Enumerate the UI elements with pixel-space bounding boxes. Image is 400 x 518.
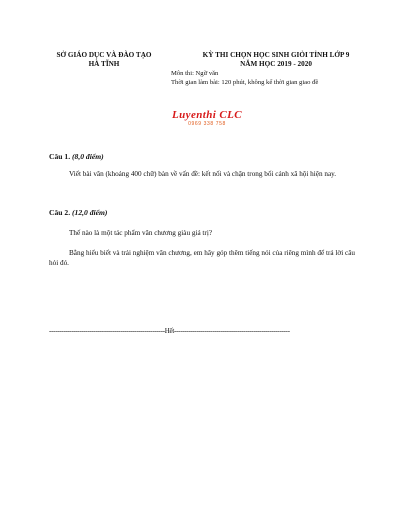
question-1-heading — [49, 152, 104, 162]
exam-header — [176, 51, 376, 69]
duration-line: Thời gian làm bài: 120 phút, không kể thời gian giao đề — [171, 79, 319, 86]
end-marker: ---------------------------------------------------------Hết--------------------------------------------------------- — [49, 327, 290, 335]
question-2-points: (12,0 điểm) — [72, 208, 108, 217]
question-1-points: (8,0 điểm) — [72, 152, 104, 161]
question-1-prompt: Viết bài văn (khoảng 400 chữ) bàn về vấn đề: kết nối và chặn trong bối cảnh xã hội hiện nay. — [69, 170, 337, 178]
watermark-name: Luyenthi CLC — [172, 109, 242, 121]
province-name: HÀ TĨNH — [88, 60, 120, 68]
department-header — [44, 51, 164, 69]
department-name: SỞ GIÁO DỤC VÀ ĐÀO TẠO — [56, 51, 152, 59]
question-2-prompt-1: Thế nào là một tác phẩm văn chương giàu giá trị? — [69, 229, 213, 237]
exam-title: KỲ THI CHỌN HỌC SINH GIỎI TỈNH LỚP 9 — [202, 51, 350, 59]
question-1-label: Câu 1. — [49, 152, 71, 161]
question-2-label: Câu 2. — [49, 208, 71, 217]
school-year: NĂM HỌC 2019 - 2020 — [240, 60, 312, 68]
question-2-heading — [49, 208, 107, 218]
exam-info — [171, 69, 381, 87]
watermark-logo — [157, 109, 257, 127]
watermark-phone: 0969 338 758 — [188, 121, 226, 127]
subject-line: Môn thi: Ngữ văn — [171, 70, 219, 77]
question-2-prompt-2: Bằng hiểu biết và trải nghiệm văn chương, em hãy góp thêm tiếng nói của riêng mình để trả lời câu hỏi đó. — [49, 249, 355, 267]
